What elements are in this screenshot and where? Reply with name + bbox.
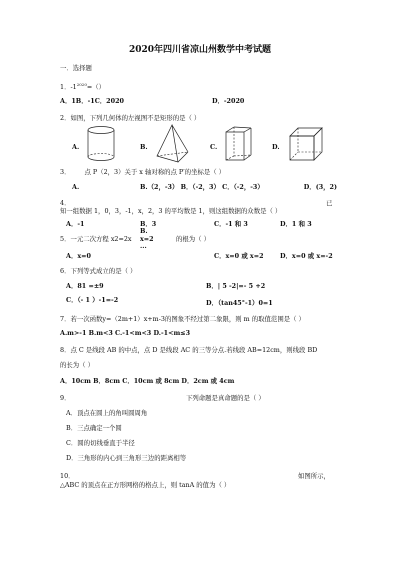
q9-option-c: C．圆的切线垂直于半径 bbox=[66, 439, 135, 447]
q4-number: 4． bbox=[60, 199, 71, 207]
cube-figure bbox=[288, 126, 324, 162]
q4-option-d: D．1 和 3 bbox=[280, 220, 312, 228]
cylinder-figure bbox=[86, 126, 116, 162]
q9-option-a: A．顶点在圆上的角叫圆周角 bbox=[66, 409, 148, 417]
q6-stem: 6．下列等式成立的是（ ） bbox=[60, 267, 137, 275]
q2-option-a: A. bbox=[72, 143, 80, 151]
q3-options: B.（2，-3） B．（-2，3） C．（-2，-3） D．(3，2) bbox=[140, 183, 338, 191]
q6-option-d: D．（tan45°-1）0=1 bbox=[206, 299, 273, 307]
q5-vertical-text: B. x=2 ... bbox=[140, 227, 154, 250]
q5-option-c: C．x=0 或 x=2 bbox=[214, 252, 264, 260]
q7-options: A.m>-1 B.m<3 C.-1<m<3 D.-1<m≤3 bbox=[60, 329, 191, 337]
q5-option-d: D．x=0 或 x=-2 bbox=[280, 252, 333, 260]
q2-stem: 2．如图，下列几何体的左视图不是矩形的是（ ） bbox=[60, 114, 201, 122]
q6-option-b: B．| 5 -2|=- 5 +2 bbox=[206, 282, 266, 290]
q6-option-a: A．81 =±9 bbox=[66, 282, 104, 290]
q2-option-c: C. bbox=[210, 143, 218, 151]
q9-number: 9． bbox=[60, 394, 71, 402]
q10-right: 如图所示， bbox=[298, 472, 330, 480]
q6-option-c: C．（- 1 ）-1=-2 bbox=[66, 296, 119, 304]
q2-option-d: D. bbox=[272, 143, 280, 151]
q10-number: 10． bbox=[60, 472, 75, 480]
page-title: 2020年四川省凉山州数学中考试题 bbox=[128, 45, 272, 55]
q4-option-a: A．-1 bbox=[66, 220, 85, 228]
q9-option-d: D．三角形的内心到三角形三边的距离相等 bbox=[66, 454, 187, 462]
q7-stem: 7．若一次函数y=（2m+1）x+m-3的图象不经过第二象限，则 m 的取值范围是（ ） bbox=[60, 315, 305, 323]
q4-right-char: 已 bbox=[326, 199, 333, 207]
q9-option-b: B．三点确定一个圆 bbox=[66, 424, 122, 432]
q5-middle: 的根为（ ） bbox=[176, 235, 210, 243]
q8-options: A．10cm B．8cm C．10cm 或 8cm D．2cm 或 4cm bbox=[60, 377, 235, 385]
pyramid-figure bbox=[154, 124, 190, 164]
section-heading: 一．选择题 bbox=[60, 64, 92, 72]
q9-stem: 下列命题是真命题的是（ ） bbox=[186, 394, 265, 402]
q1-options: A．1B．-1C．2020 D．-2020 bbox=[60, 97, 245, 105]
q4-stem: 知一组数据 1，0，3，-1，x，2，3 的平均数是 1，则这组数据的众数是（ ） bbox=[60, 207, 282, 215]
q8-stem-line2: 的长为（ ） bbox=[60, 361, 94, 369]
q10-stem: △ABC 的顶点在正方形网格的格点上，则 tanA 的值为（ ） bbox=[60, 481, 231, 489]
q1-stem: 1．$-1^{2020}=()$ bbox=[60, 82, 106, 92]
q4-option-c: C．-1 和 3 bbox=[214, 220, 248, 228]
q8-stem: 8．点 C 是线段 AB 的中点，点 D 是线段 AC 的三等分点.若线段 AB=12cm，则线段 BD bbox=[60, 346, 318, 354]
q3-stem: 3． 点 P（2，3）关于 x 轴对称的点 P′的坐标是（ ） bbox=[60, 168, 226, 176]
q2-option-b: B. bbox=[140, 143, 148, 151]
q4-option-b: B．3 bbox=[140, 220, 157, 228]
q5-stem: 5．一元二次方程 x2=2x bbox=[60, 235, 132, 243]
prism-figure bbox=[224, 126, 254, 162]
q3-option-a: A. bbox=[72, 183, 80, 191]
q5-option-a: A．x=0 bbox=[66, 252, 91, 260]
